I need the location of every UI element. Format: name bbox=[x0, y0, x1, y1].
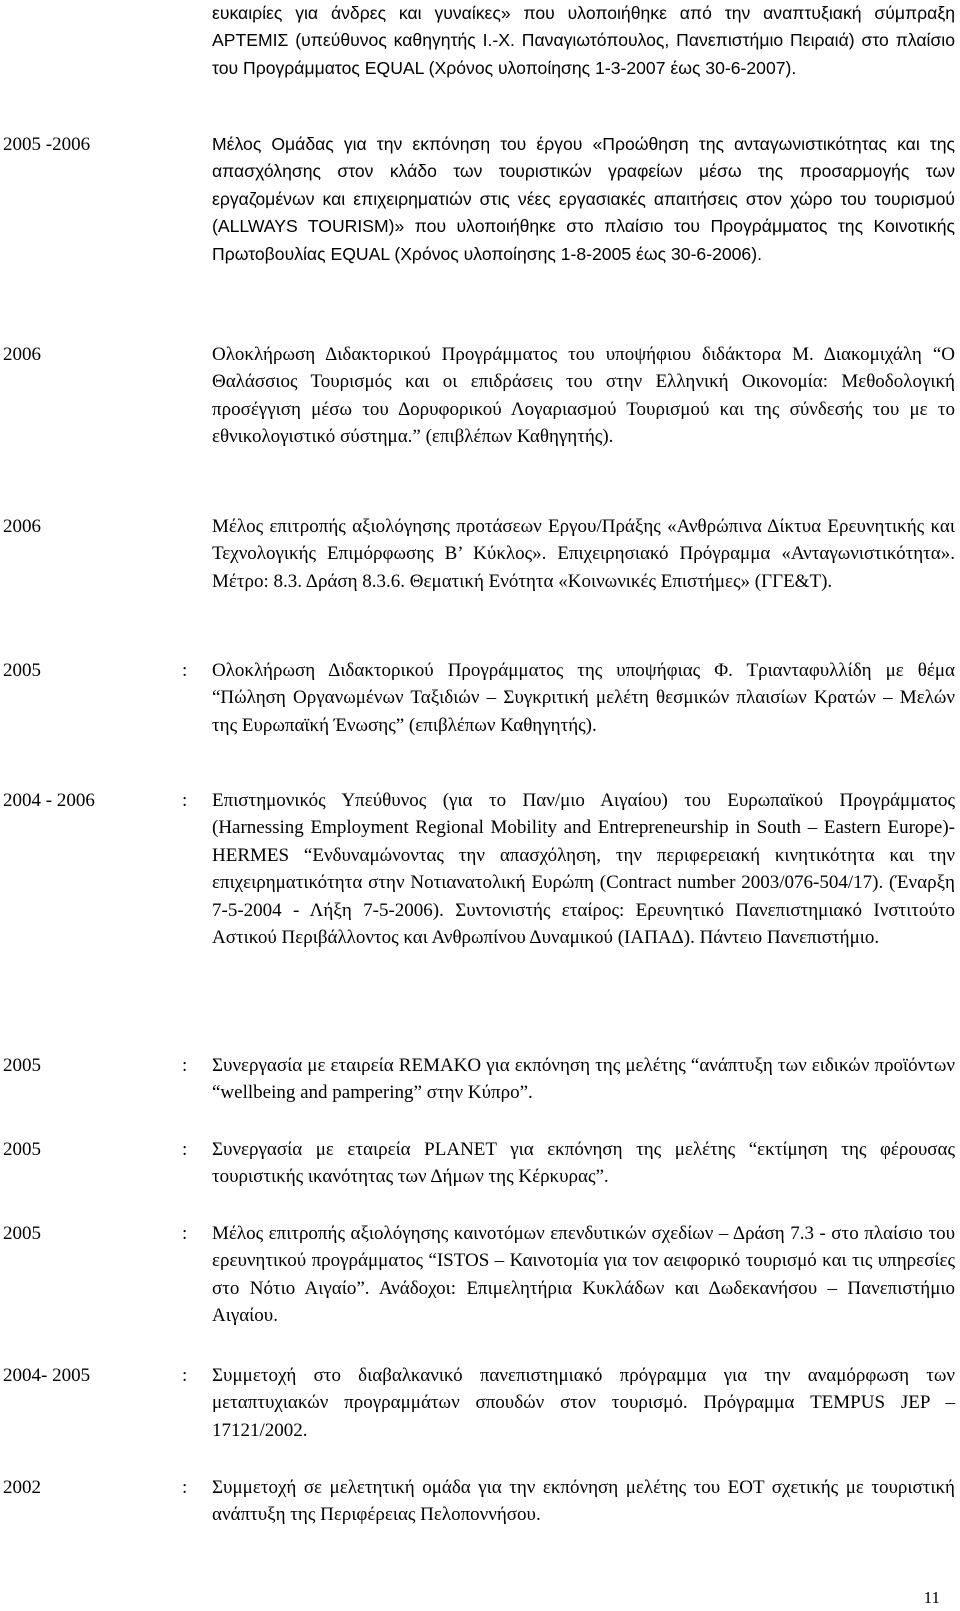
entry-colon: : bbox=[182, 1139, 188, 1160]
entry-text: Συμμετοχή στο διαβαλκανικό πανεπιστημιακό πρόγραμμα για την αναμόρφωση των μεταπτυχιακών προγραμμάτων σπουδών στον τουρισμό. Πρόγραμμα TEMPUS JEP –17121/2002. bbox=[212, 1365, 955, 1441]
entry-colon: : bbox=[182, 1365, 188, 1386]
entry-date: 2002 bbox=[3, 1477, 41, 1498]
entry-text: Μέλος επιτροπής αξιολόγησης προτάσεων Εργου/Πράξης «Ανθρώπινα Δίκτυα Ερευνητικής και Τεχνολογικής Επιμόρφωσης Β’ Κύκλος». Επιχειρησιακό Πρόγραμμα «Ανταγωνιστικότητα». Μέτρο: 8.3. Δράση 8.3.6. Θεματική Ενότητα «Κοινωνικές Επιστήμες» (ΓΓΕ&Τ). bbox=[212, 516, 955, 592]
entry-date: 2005 bbox=[3, 1055, 41, 1076]
entry-date: 2004- 2005 bbox=[3, 1365, 91, 1386]
entry-date: 2005 -2006 bbox=[3, 134, 91, 155]
entry-colon: : bbox=[182, 790, 188, 811]
entry-date: 2006 bbox=[3, 516, 41, 537]
entry-text: Συμμετοχή σε μελετητική ομάδα για την εκπόνηση μελέτης του ΕΟΤ σχετικής με τουριστική ανάπτυξη της Περιφέρειας Πελοποννήσου. bbox=[212, 1477, 955, 1526]
entry-date: 2005 bbox=[3, 1223, 41, 1244]
entry-text: Μέλος Ομάδας για την εκπόνηση του έργου «Προώθηση της ανταγωνιστικότητας και της απασχόλησης στον κλάδο των τουριστικών γραφείων μέσω της προσαρμογής των εργαζομένων και επιχειρηματιών στις νέες εργασιακές απαιτήσεις στον χώρο του τουρισμού (ALLWAYS TOURISM)» που υλοποιήθηκε στο πλαίσιο του Προγράμματος της Κοινοτικής Πρωτοβουλίας EQUAL (Χρόνος υλοποίησης 1-8-2005 έως 30-6-2006). bbox=[212, 134, 955, 264]
intro-continuation-text: ευκαιρίες για άνδρες και γυναίκες» που υλοποιήθηκε από την αναπτυξιακή σύμπραξη ΑΡΤΕΜΙΣ (υπεύθυνος καθηγητής Ι.-Χ. Παναγιωτόπουλος, Πανεπιστήμιο Πειραιά) στο πλαίσιο του Προγράμματος EQUAL (Χρόνος υλοποίησης 1-3-2007 έως 30-6-2007). bbox=[212, 3, 955, 78]
page-number: 11 bbox=[923, 1588, 940, 1607]
entry-date: 2004 - 2006 bbox=[3, 790, 95, 811]
entry-colon: : bbox=[182, 1223, 188, 1244]
entry-text: Ολοκλήρωση Διδακτορικού Προγράμματος της υποψήφιας Φ. Τριανταφυλλίδη με θέμα “Πώληση Οργανωμένων Ταξιδιών – Συγκριτική μελέτη θεσμικών πλαισίων Κρατών – Μελών της Ευρωπαϊκή Ένωσης” (επιβλέπων Καθηγητής). bbox=[212, 660, 955, 736]
entry-text: Συνεργασία με εταιρεία PLANET για εκπόνηση της μελέτης “εκτίμηση της φέρουσας τουριστικής ικανότητας των Δήμων της Κέρκυρας”. bbox=[212, 1139, 955, 1188]
entry-colon: : bbox=[182, 1477, 188, 1498]
entry-date: 2005 bbox=[3, 660, 41, 681]
entry-date: 2006 bbox=[3, 344, 41, 365]
entry-text: Μέλος επιτροπής αξιολόγησης καινοτόμων επενδυτικών σχεδίων – Δράση 7.3 - στο πλαίσιο του ερευνητικού προγράμματος “ISTOS – Καινοτομία για τον αειφορικό τουρισμό και τις υπηρεσίες στο Νότιο Αιγαίο”. Ανάδοχοι: Επιμελητήρια Κυκλάδων και Δωδεκανήσου – Πανεπιστήμιο Αιγαίου. bbox=[212, 1223, 955, 1327]
entry-text: Επιστημονικός Υπεύθυνος (για το Παν/μιο Αιγαίου) του Ευρωπαϊκού Προγράμματος (Harnessing Employment Regional Mobility and Entrepreneurship in South – Eastern Europe)-HERMES “Ενδυναμώνοντας την απασχόληση, την περιφερειακή κινητικότητα και την επιχειρηματικότητα στην Νοτιανατολική Ευρώπη (Contract number 2003/076-504/17). (Έναρξη 7-5-2004 - Λήξη 7-5-2006). Συντονιστής εταίρος: Ερευνητικό Πανεπιστημιακό Ινστιτούτο Αστικού Περιβάλλοντος και Ανθρωπίνου Δυναμικού (ΙΑΠΑΔ). Πάντειο Πανεπιστήμιο. bbox=[212, 790, 955, 949]
entry-date: 2005 bbox=[3, 1139, 41, 1160]
entry-text: Συνεργασία με εταιρεία REMAKO για εκπόνηση της μελέτης “ανάπτυξη των ειδικών προϊόντων “wellbeing and pampering” στην Κύπρο”. bbox=[212, 1055, 955, 1104]
entry-text: Ολοκλήρωση Διδακτορικού Προγράμματος του υποψήφιου διδάκτορα Μ. Διακομιχάλη “Ο Θαλάσσιος Τουρισμός και οι επιδράσεις του στην Ελληνική Οικονομία: Μεθοδολογική προσέγγιση μέσω του Δορυφορικού Λογαριασμού Τουρισμού και της σύνδεσής του με το εθνικολογιστικό σύστημα.” (επιβλέπων Καθηγητής). bbox=[212, 344, 955, 448]
entry-colon: : bbox=[182, 660, 188, 681]
entry-colon: : bbox=[182, 1055, 188, 1076]
